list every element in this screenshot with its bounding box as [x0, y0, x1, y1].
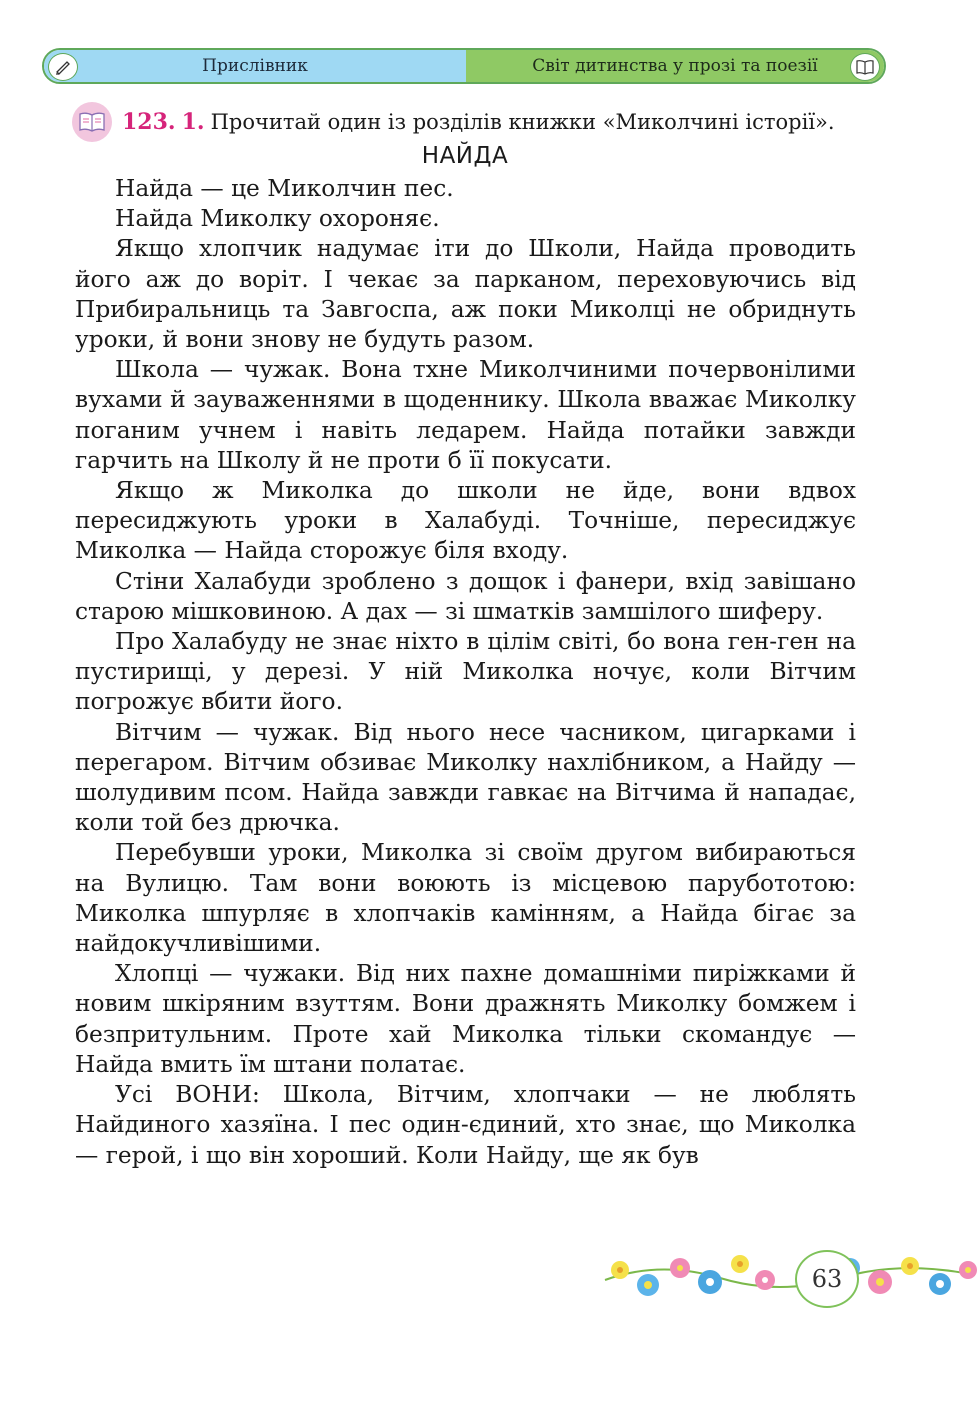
task-line — [72, 100, 872, 144]
page-header — [42, 48, 886, 84]
story-paragraph: Про Халабуду не знає ніхто в цілім світі, бо вона ген-ген на пустирищі, у дерезі. У ній Миколка ночує, коли Вітчим погрожує вбити його. — [75, 628, 856, 716]
header-section-left — [44, 50, 466, 82]
flower-icon — [929, 1273, 951, 1295]
reading-book-icon — [72, 102, 112, 142]
pen-icon — [48, 53, 78, 81]
flower-icon — [670, 1258, 690, 1278]
flower-icon — [611, 1261, 629, 1279]
page-number: 63 — [795, 1250, 859, 1308]
task-subnumber: 1. — [181, 109, 205, 135]
flower-icon — [755, 1270, 775, 1290]
story-paragraph: Якщо ж Миколка до школи не йде, вони вдвох пересиджують уроки в Халабуді. Точніше, пересиджує Миколка — Найда сторожує біля входу. — [75, 477, 856, 565]
task-instruction: Прочитай один із розділів книжки «Миколчині історії». — [210, 110, 835, 134]
flower-icon — [901, 1257, 919, 1275]
task-number: 123. — [122, 109, 176, 135]
story-title: НАЙДА — [421, 143, 509, 169]
story-paragraph: Якщо хлопчик надумає іти до Школи, Найда проводить його аж до воріт. І чекає за парканом, переховуючись від Прибиральниць та Завгоспа, аж поки Миколці не обриднуть уроки, й вони знову не будуть разом. — [75, 235, 856, 354]
flower-icon — [959, 1261, 977, 1279]
flower-icon — [731, 1255, 749, 1273]
story-paragraph: Вітчим — чужак. Від нього несе часником, цигарками і перегаром. Вітчим обзиває Миколку нахлібником, а Найду — шолудивим псом. Найда завжди гавкає на Вітчима й нападає, коли той без дрючка. — [75, 718, 856, 837]
flower-border-decoration — [600, 1240, 980, 1310]
story-paragraph: Найда — це Миколчин пес. — [115, 175, 454, 202]
story-paragraph: Усі ВОНИ: Школа, Вітчим, хлопчаки — не люблять Найдиного хазяїна. І пес один-єдиний, хто знає, що Миколка — герой, і що він хороший. Коли Найду, ще як був — [75, 1081, 856, 1169]
book-icon — [850, 53, 880, 81]
story-paragraph: Перебувши уроки, Миколка зі своїм другом вибираються на Вулицю. Там вони воюють із місцевою парубототою: Миколка шпурляє в хлопчаків камінням, а Найда бігає за найдокучливішими. — [75, 839, 856, 958]
flower-icon — [637, 1274, 659, 1296]
story-paragraph: Школа — чужак. Вона тхне Миколчиними почервонілими вухами й зауваженнями в щоденнику. Школа вважає Миколку поганим учнем і навіть ледарем. Найда потайки завжди гарчить на Школу й не проти б її покусати. — [75, 356, 856, 474]
story-paragraph: Найда Миколку охороняє. — [115, 205, 440, 233]
story-paragraph: Стіни Халабуди зроблено з дощок і фанери, вхід завішано старою мішковиною. А дах — зі шматків замшілого шиферу. — [75, 567, 856, 625]
story-paragraph: Хлопці — чужаки. Від них пахне домашніми пиріжками й новим шкіряним взуттям. Вони дражнять Миколку бомжем і безпритульним. Проте хай Миколка тільки скомандує — Найда вмить їм штани полатає. — [75, 960, 856, 1078]
flower-icon — [698, 1270, 722, 1294]
flower-icon — [868, 1270, 892, 1294]
header-left-label: Прислівник — [202, 56, 308, 76]
header-section-right — [466, 50, 884, 82]
header-right-label: Світ дитинства у прозі та поезії — [532, 56, 818, 76]
story-body — [75, 174, 856, 1171]
